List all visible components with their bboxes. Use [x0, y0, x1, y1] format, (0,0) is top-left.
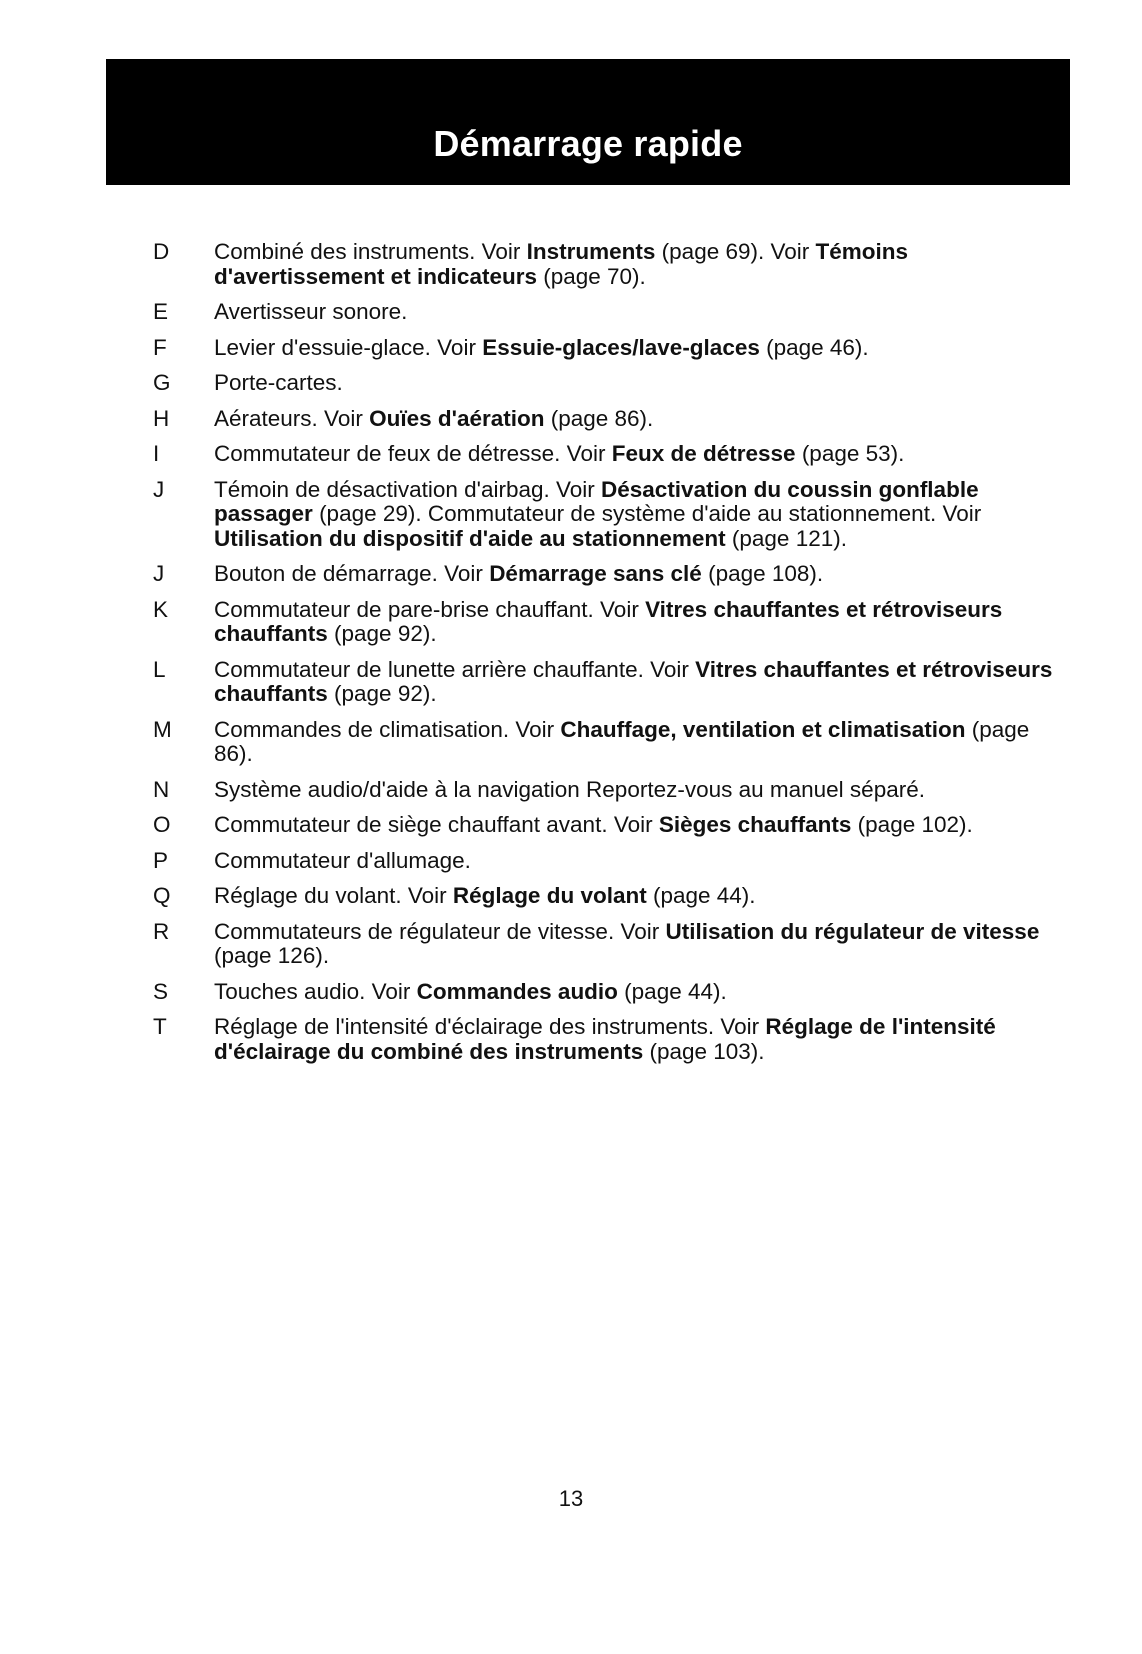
description-text: Réglage du volant. Voir — [214, 883, 453, 908]
legend-letter: R — [153, 918, 170, 944]
legend-description — [214, 980, 1070, 1005]
description-text: Commutateur de siège chauffant avant. Voir — [214, 812, 659, 837]
description-text: (page 126). — [214, 943, 330, 968]
cross-reference-title: Réglage du volant — [452, 883, 647, 908]
cross-reference-title: Vitres chauffantes et rétroviseurs chauffants — [214, 596, 1003, 646]
page-title: Démarrage rapide — [433, 123, 743, 164]
cross-reference-title: Utilisation du régulateur de vitesse — [665, 918, 1040, 944]
description-text: (page 44). — [646, 883, 756, 908]
cross-reference-title: Réglage de l'intensité d'éclairage du combiné des instruments — [214, 1014, 996, 1064]
legend-entry — [144, 778, 1070, 803]
cross-reference-title: Commandes audio — [416, 978, 618, 1004]
legend-description — [214, 598, 1070, 647]
legend-description — [214, 300, 1070, 325]
description-text: (page 102). — [851, 812, 973, 837]
description-text: Commandes de climatisation. Voir — [214, 716, 561, 742]
description-text: (page 70). — [536, 263, 646, 289]
legend-entry — [144, 849, 1070, 874]
legend-letter: I — [153, 441, 160, 466]
cross-reference-title: Vitres chauffantes et rétroviseurs chauffants — [214, 656, 1053, 706]
description-text: Commutateur de pare-brise chauffant. Voir — [214, 596, 646, 622]
description-text: (page 121). — [725, 525, 847, 551]
legend-description — [214, 884, 1070, 909]
legend-letter: E — [153, 299, 169, 324]
description-text: (page 53). — [795, 441, 905, 466]
legend-entry — [144, 442, 1070, 467]
legend-entry — [144, 300, 1070, 325]
legend-letter: Q — [153, 883, 171, 908]
description-text: Levier d'essuie-glace. Voir — [214, 334, 483, 360]
description-text: Aérateurs. Voir — [214, 405, 370, 431]
legend-entry — [144, 980, 1070, 1005]
legend-entry — [144, 407, 1070, 432]
legend-description — [214, 849, 1070, 874]
description-text: (page 86). — [544, 405, 654, 431]
legend-description — [214, 336, 1070, 361]
legend-description — [214, 718, 1070, 767]
description-text: (page 69). Voir — [655, 239, 816, 264]
description-text: Commutateur d'allumage. — [214, 847, 471, 873]
legend-entry — [144, 1015, 1070, 1064]
legend-letter: G — [153, 370, 171, 395]
description-text: Système audio/d'aide à la navigation Reportez-vous au manuel séparé. — [214, 776, 925, 802]
legend-description — [214, 407, 1070, 432]
description-text: Porte-cartes. — [214, 370, 343, 395]
cross-reference-title: Chauffage, ventilation et climatisation — [560, 716, 966, 742]
legend-entry — [144, 478, 1070, 552]
legend-letter: J — [153, 561, 165, 586]
cross-reference-title: Feux de détresse — [611, 441, 796, 466]
description-text: (page 108). — [701, 561, 824, 586]
legend-letter: M — [153, 716, 172, 742]
description-text: (page 44). — [617, 978, 727, 1004]
legend-entry — [144, 240, 1070, 289]
description-text: Touches audio. Voir — [214, 978, 417, 1004]
description-text: (page 46). — [759, 334, 869, 360]
description-text: (page 86). — [214, 716, 1030, 766]
legend-description — [214, 562, 1070, 587]
legend-entry — [144, 562, 1070, 587]
description-text: Témoin de désactivation d'airbag. Voir — [214, 476, 602, 502]
legend-letter: F — [153, 334, 167, 360]
cross-reference-title: Essuie-glaces/lave-glaces — [482, 334, 760, 360]
legend-description — [214, 240, 1070, 289]
description-text: Combiné des instruments. Voir — [214, 239, 527, 264]
legend-entry — [144, 371, 1070, 396]
cross-reference-title: Démarrage sans clé — [489, 561, 702, 586]
description-text: Commutateurs de régulateur de vitesse. Voir — [214, 918, 666, 944]
legend-letter: K — [153, 596, 169, 622]
legend-entry — [144, 658, 1070, 707]
legend-entry — [144, 336, 1070, 361]
legend-entry — [144, 718, 1070, 767]
legend-letter: J — [153, 476, 165, 502]
description-text: Bouton de démarrage. Voir — [214, 561, 490, 586]
description-text: Avertisseur sonore. — [214, 299, 408, 324]
cross-reference-title: Ouïes d'aération — [369, 405, 545, 431]
legend-letter: O — [153, 812, 171, 837]
legend-description — [214, 920, 1070, 969]
description-text: (page 92). — [327, 621, 437, 646]
legend-letter: T — [153, 1014, 167, 1039]
description-text: Réglage de l'intensité d'éclairage des instruments. Voir — [214, 1014, 766, 1039]
chapter-header-bar — [106, 59, 1070, 185]
description-text: (page 103). — [643, 1038, 765, 1064]
legend-entry — [144, 813, 1070, 838]
cross-reference-title: Témoins d'avertissement et indicateurs — [214, 239, 909, 289]
legend-list — [144, 240, 1070, 1075]
cross-reference-title: Sièges chauffants — [658, 812, 852, 837]
legend-description — [214, 478, 1070, 552]
description-text: Commutateur de feux de détresse. Voir — [214, 441, 612, 466]
description-text: (page 92). — [327, 681, 437, 706]
legend-letter: N — [153, 776, 170, 802]
description-text: Commutateur de lunette arrière chauffante. Voir — [214, 656, 696, 682]
legend-description — [214, 658, 1070, 707]
legend-letter: S — [153, 978, 169, 1004]
legend-letter: H — [153, 405, 170, 431]
legend-letter: P — [153, 847, 169, 873]
legend-description — [214, 1015, 1070, 1064]
legend-description — [214, 442, 1070, 467]
page-number: 13 — [558, 1486, 584, 1511]
legend-entry — [144, 920, 1070, 969]
cross-reference-title: Utilisation du dispositif d'aide au stationnement — [214, 525, 726, 551]
description-text: (page 29). Commutateur de système d'aide au stationnement. Voir — [312, 501, 982, 526]
legend-entry — [144, 884, 1070, 909]
legend-letter: D — [153, 239, 170, 264]
legend-entry — [144, 598, 1070, 647]
legend-description — [214, 813, 1070, 838]
cross-reference-title: Instruments — [526, 239, 656, 264]
legend-description — [214, 778, 1070, 803]
cross-reference-title: Désactivation du coussin gonflable passager — [214, 476, 979, 526]
legend-description — [214, 371, 1070, 396]
legend-letter: L — [153, 656, 166, 682]
